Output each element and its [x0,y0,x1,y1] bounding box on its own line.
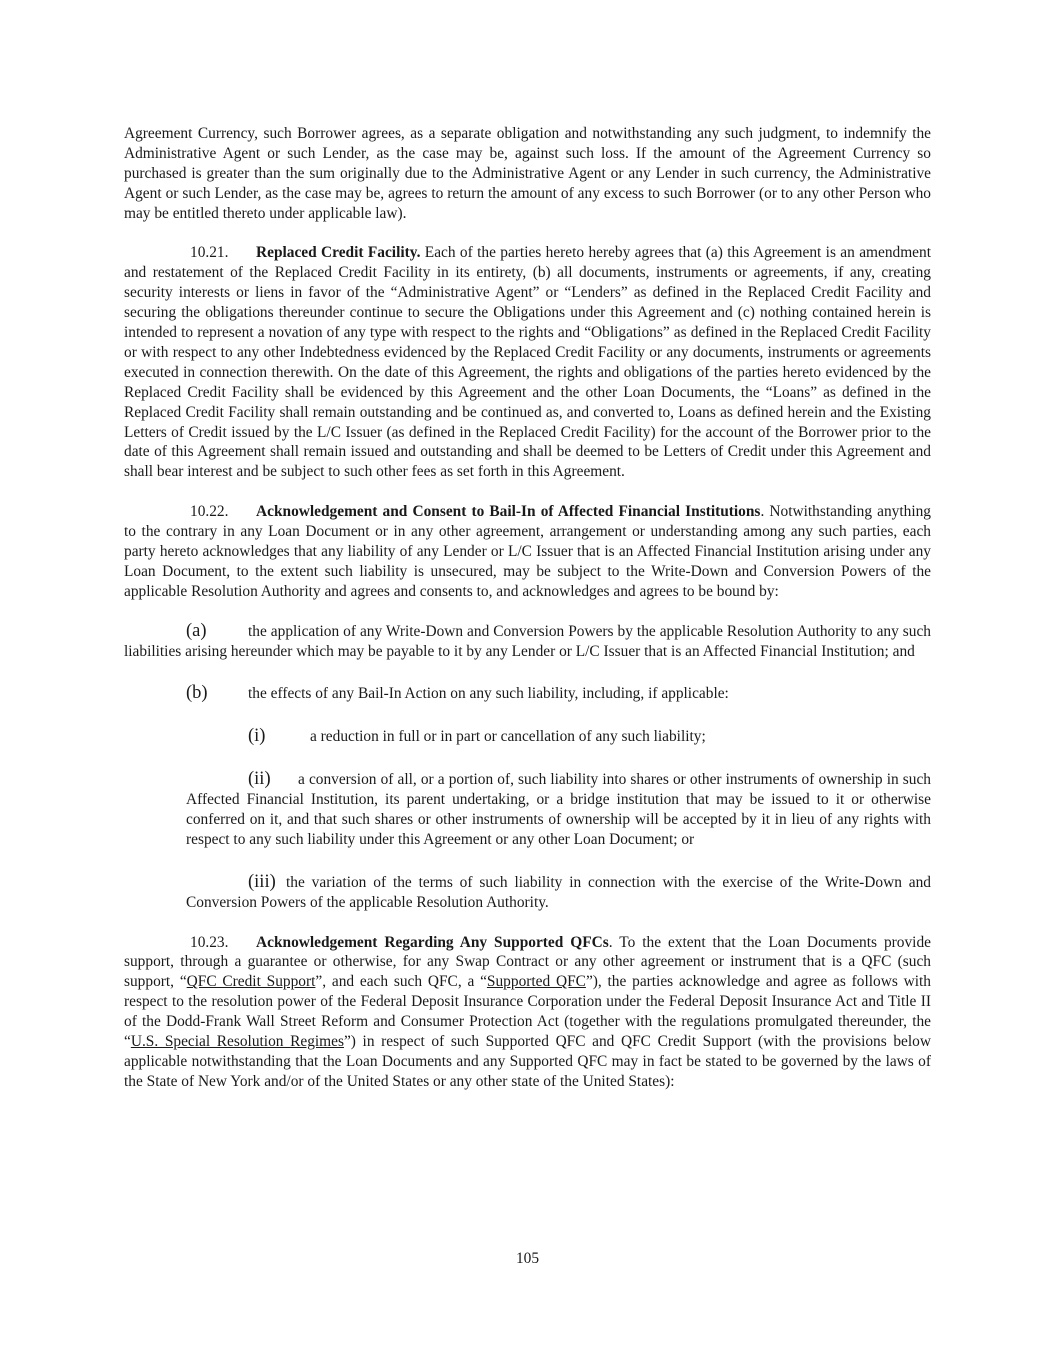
defined-term: Supported QFC [486,973,586,991]
section-body-part: ”), the parties acknowledge and agree as follows with respect to the resolution power of the Federal Deposit Insurance Corporation under the Federal Deposit Insurance Act and Title II of the Dodd-Frank Wall Street Reform and Consumer Protection Act (together with the regulations promulgated thereunder, the “ [124,973,932,1051]
section-number: 10.23. [190,933,229,951]
clause-label: (iii) [248,871,276,892]
section-heading: Acknowledgement Regarding Any Supported QFCs [256,933,609,951]
clause-b [124,684,931,704]
defined-term: QFC Credit Support [186,973,316,991]
section-body: . Notwithstanding anything to the contrary in any Loan Document or in any other agreement, arrangement or understanding among any such parties, each party hereto acknowledges that any liability of any Lender or L/C Issuer that is an Affected Financial Institution arising under any Loan Document, to the extent such liability is unsecured, may be subject to the Write-Down and Conversion Powers of the applicable Resolution Authority and agrees and consents to, and acknowledges and agrees to be bound by: [124,503,931,600]
section-number: 10.21. [190,244,229,262]
page-number: 105 [515,1250,540,1267]
clause-text: a reduction in full or in part or cancellation of any such liability; [310,728,706,746]
section-heading: Replaced Credit Facility. [256,244,421,262]
section-heading: Acknowledgement and Consent to Bail-In of Affected Financial Institutions [256,503,761,521]
document-page [124,124,931,1092]
clause-label: (i) [248,726,266,747]
clause-iii [186,873,931,913]
section-10-21 [124,243,931,482]
section-body-part: ”) in respect of such Supported QFC and QFC Credit Support (with the provisions below applicable notwithstanding that the Loan Documents and any Supported QFC may in fact be stated to be governed by the laws of the State of New York and/or of the United States or any other state of the United States): [124,1033,931,1090]
defined-term: U.S. Special Resolution Regimes [130,1033,344,1051]
clause-label: (ii) [248,769,271,790]
clause-text: the variation of the terms of such liability in connection with the exercise of the Write-Down and Conversion Powers of the applicable Resolution Authority. [186,873,931,911]
section-number: 10.22. [190,503,229,521]
section-body-part: . To the extent that the Loan Documents provide support, through a guarantee or otherwise, for any Swap Contract or any other agreement or instrument that is a QFC (such support, “ [124,933,931,991]
clause-a [124,622,931,662]
section-body: Each of the parties hereto hereby agrees that (a) this Agreement is an amendment and restatement of the Replaced Credit Facility in its entirety, (b) all documents, instruments or agreements, if any, creating security interests or liens in favor of the “Administrative Agent” or “Lenders” as defined in the Replaced Credit Facility and securing the obligations thereunder continue to secure the Obligations under this Agreement and (c) nothing contained herein is intended to represent a novation of any type with respect to the rights and “Obligations” as defined in the Replaced Credit Facility or with respect to any other Indebtedness evidenced by the Replaced Credit Facility or any documents, instruments or agreements executed in connection therewith. On the date of this Agreement, the rights and obligations of the parties hereto evidenced by the Replaced Credit Facility shall be evidenced by this Agreement and the other Loan Documents, the “Loans” as defined in the Replaced Credit Facility shall remain outstanding and be continued as, and converted to, Loans as defined herein and the Existing Letters of Credit issued by the L/C Issuer (as defined in the Replaced Credit Facility) for the account of the Borrower prior to the date of this Agreement shall remain issued and outstanding and shall be deemed to be Letters of Credit under this Agreement and shall bear interest and be subject to such other fees as set forth in this Agreement. [124,244,931,481]
clause-i [124,727,931,747]
paragraph-continuation: Agreement Currency, such Borrower agrees, as a separate obligation and notwithstanding any such judgment, to indemnify the Administrative Agent or such Lender, as the case may be, against such loss. If the amount of the Agreement Currency so purchased is greater than the sum originally due to the Administrative Agent or any Lender in such currency, the Administrative Agent or such Lender, as the case may be, agrees to return the amount of any excess to such Borrower (or to any other Person who may be entitled thereto under applicable law). [124,125,931,222]
clause-text: a conversion of all, or a portion of, such liability into shares or other instruments of ownership in such Affected Financial Institution, its parent undertaking, or a bridge institution that may be issued to it or otherwise conferred on it, and that such shares or other instruments of ownership will be accepted by it in lieu of any rights with respect to any such liability under this Agreement or any other Loan Document; or [186,771,931,848]
section-10-23 [124,933,931,1092]
clause-label: (a) [186,620,207,641]
section-10-22 [124,502,931,602]
clause-ii [186,770,931,850]
clause-text: the application of any Write-Down and Conversion Powers by the applicable Resolution Authority to any such liabilities arising hereunder which may be payable to it by any Lender or L/C Issuer that is an Affected Financial Institution; and [124,622,931,660]
clause-label: (b) [186,683,208,704]
clause-text: the effects of any Bail-In Action on any such liability, including, if applicable: [248,685,729,703]
section-body-part: ”, and each such QFC, a “ [315,973,487,991]
